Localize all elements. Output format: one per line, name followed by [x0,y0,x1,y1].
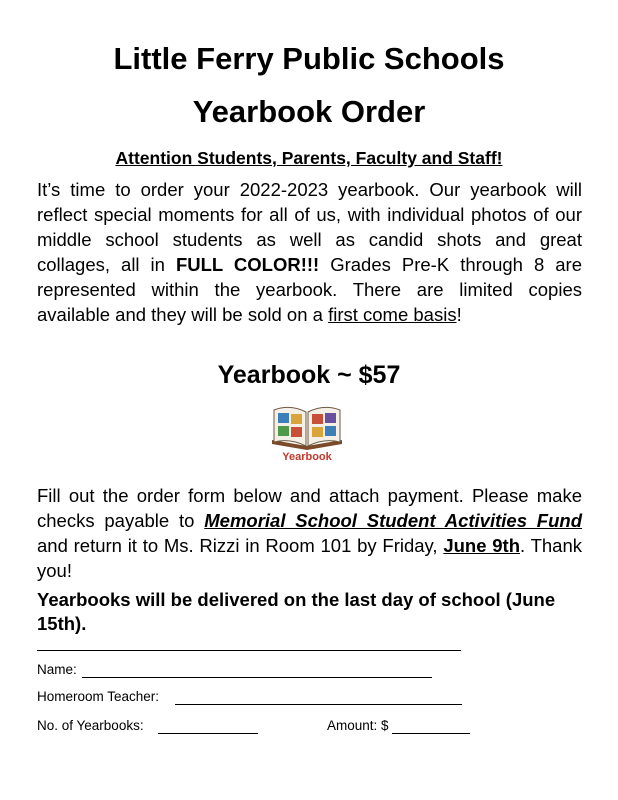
school-title: Little Ferry Public Schools [113,41,505,76]
intro-text-1: It’s time to order your 2022-2023 yearbook. Our yearbook will reflect special moments for all of us, with individual photos of our middle school students as well as candid shots and great collages, all in [37,179,582,275]
name-label: Name: [37,662,77,677]
deadline-date: June 9th [443,535,521,556]
homeroom-teacher-field[interactable] [175,704,462,705]
first-come-basis: first come basis [328,304,457,325]
quantity-field[interactable] [158,733,258,734]
intro-text-3: ! [456,304,462,325]
homeroom-teacher-label: Homeroom Teacher: [37,689,160,704]
instructions-text-3: . Thank you! [37,535,582,581]
open-book-icon [268,400,346,464]
name-field[interactable] [82,677,432,678]
intro-paragraph [37,177,582,327]
amount-field[interactable] [392,733,470,734]
full-color-emphasis: FULL COLOR!!! [175,254,320,275]
yearbook-caption: Yearbook [282,451,332,463]
amount-label: Amount: $ [327,718,389,733]
yearbook-price: Yearbook ~ $57 [217,361,401,389]
instructions-text-2: and return it to Ms. Rizzi in Room 101 by Friday, [37,535,444,556]
instructions-paragraph [37,483,582,583]
delivery-notice: Yearbooks will be delivered on the last day of school (June 15th). [37,589,556,634]
intro-text-2: Grades Pre-K through 8 are represented within the yearbook. There are limited copies available and they will be sold on a [37,254,582,325]
document-title: Yearbook Order [192,94,426,129]
instructions-text-1: Fill out the order form below and attach payment. Please make checks payable to [37,485,582,531]
cut-line [37,650,461,651]
quantity-label: No. of Yearbooks: [37,718,144,733]
attention-heading: Attention Students, Parents, Faculty and Staff! [115,148,503,168]
payee-name: Memorial School Student Activities Fund [204,510,582,531]
